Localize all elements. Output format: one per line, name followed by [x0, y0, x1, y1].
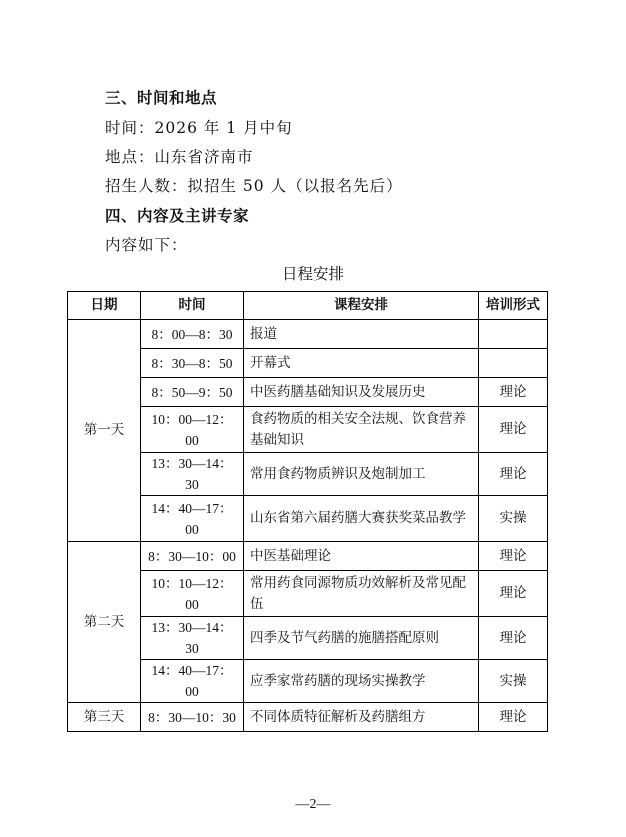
header-date: 日期	[68, 292, 141, 320]
day-cell: 第二天	[68, 542, 141, 703]
course-cell: 开幕式	[244, 349, 479, 378]
place-text: 地点：山东省济南市	[105, 148, 254, 166]
time-cell: 8：30—8：50	[141, 349, 244, 378]
mode-cell: 实操	[479, 496, 548, 542]
header-course: 课程安排	[244, 292, 479, 320]
schedule-table	[67, 291, 548, 732]
table-header-row	[68, 292, 548, 320]
time-cell: 14：40—17：00	[141, 496, 244, 542]
time-cell: 8：30—10：30	[141, 703, 244, 732]
course-cell: 食药物质的相关安全法规、饮食营养基础知识	[244, 407, 479, 453]
mode-cell: 实操	[479, 660, 548, 703]
mode-cell: 理论	[479, 617, 548, 660]
header-mode: 培训形式	[479, 292, 548, 320]
time-cell: 10：10—12：00	[141, 571, 244, 617]
course-cell: 中医基础理论	[244, 542, 479, 571]
enrollment-text: 招生人数：拟招生 50 人（以报名先后）	[105, 177, 403, 195]
time-cell: 8：00—8：30	[141, 320, 244, 349]
section-heading-content: 四、内容及主讲专家	[105, 207, 250, 225]
mode-cell	[479, 320, 548, 349]
day-cell: 第三天	[68, 703, 141, 732]
time-cell: 8：30—10：00	[141, 542, 244, 571]
course-cell: 常用药食同源物质功效解析及常见配伍	[244, 571, 479, 617]
time-cell: 14：40—17：00	[141, 660, 244, 703]
day-cell: 第一天	[68, 320, 141, 542]
course-cell: 报道	[244, 320, 479, 349]
table-row	[68, 542, 548, 571]
time-cell: 8：50—9：50	[141, 378, 244, 407]
table-row	[68, 320, 548, 349]
content-intro-text: 内容如下：	[105, 236, 188, 254]
mode-cell: 理论	[479, 407, 548, 453]
mode-cell: 理论	[479, 703, 548, 732]
time-cell: 13：30—14：30	[141, 617, 244, 660]
time-text: 时间：2026 年 1 月中旬	[105, 119, 293, 137]
course-cell: 山东省第六届药膳大赛获奖菜品教学	[244, 496, 479, 542]
mode-cell: 理论	[479, 542, 548, 571]
course-cell: 应季家常药膳的现场实操教学	[244, 660, 479, 703]
schedule-title: 日程安排	[281, 265, 344, 283]
time-cell: 13：30—14：30	[141, 453, 244, 496]
time-cell: 10：00—12：00	[141, 407, 244, 453]
course-cell: 四季及节气药膳的施膳搭配原则	[244, 617, 479, 660]
header-time: 时间	[141, 292, 244, 320]
mode-cell: 理论	[479, 453, 548, 496]
table-row	[68, 703, 548, 732]
page-number: —2—	[295, 797, 331, 812]
course-cell: 常用食药物质辨识及炮制加工	[244, 453, 479, 496]
course-cell: 不同体质特征解析及药膳组方	[244, 703, 479, 732]
mode-cell	[479, 349, 548, 378]
course-cell: 中医药膳基础知识及发展历史	[244, 378, 479, 407]
section-heading-time-place: 三、时间和地点	[105, 89, 218, 107]
mode-cell: 理论	[479, 378, 548, 407]
mode-cell: 理论	[479, 571, 548, 617]
